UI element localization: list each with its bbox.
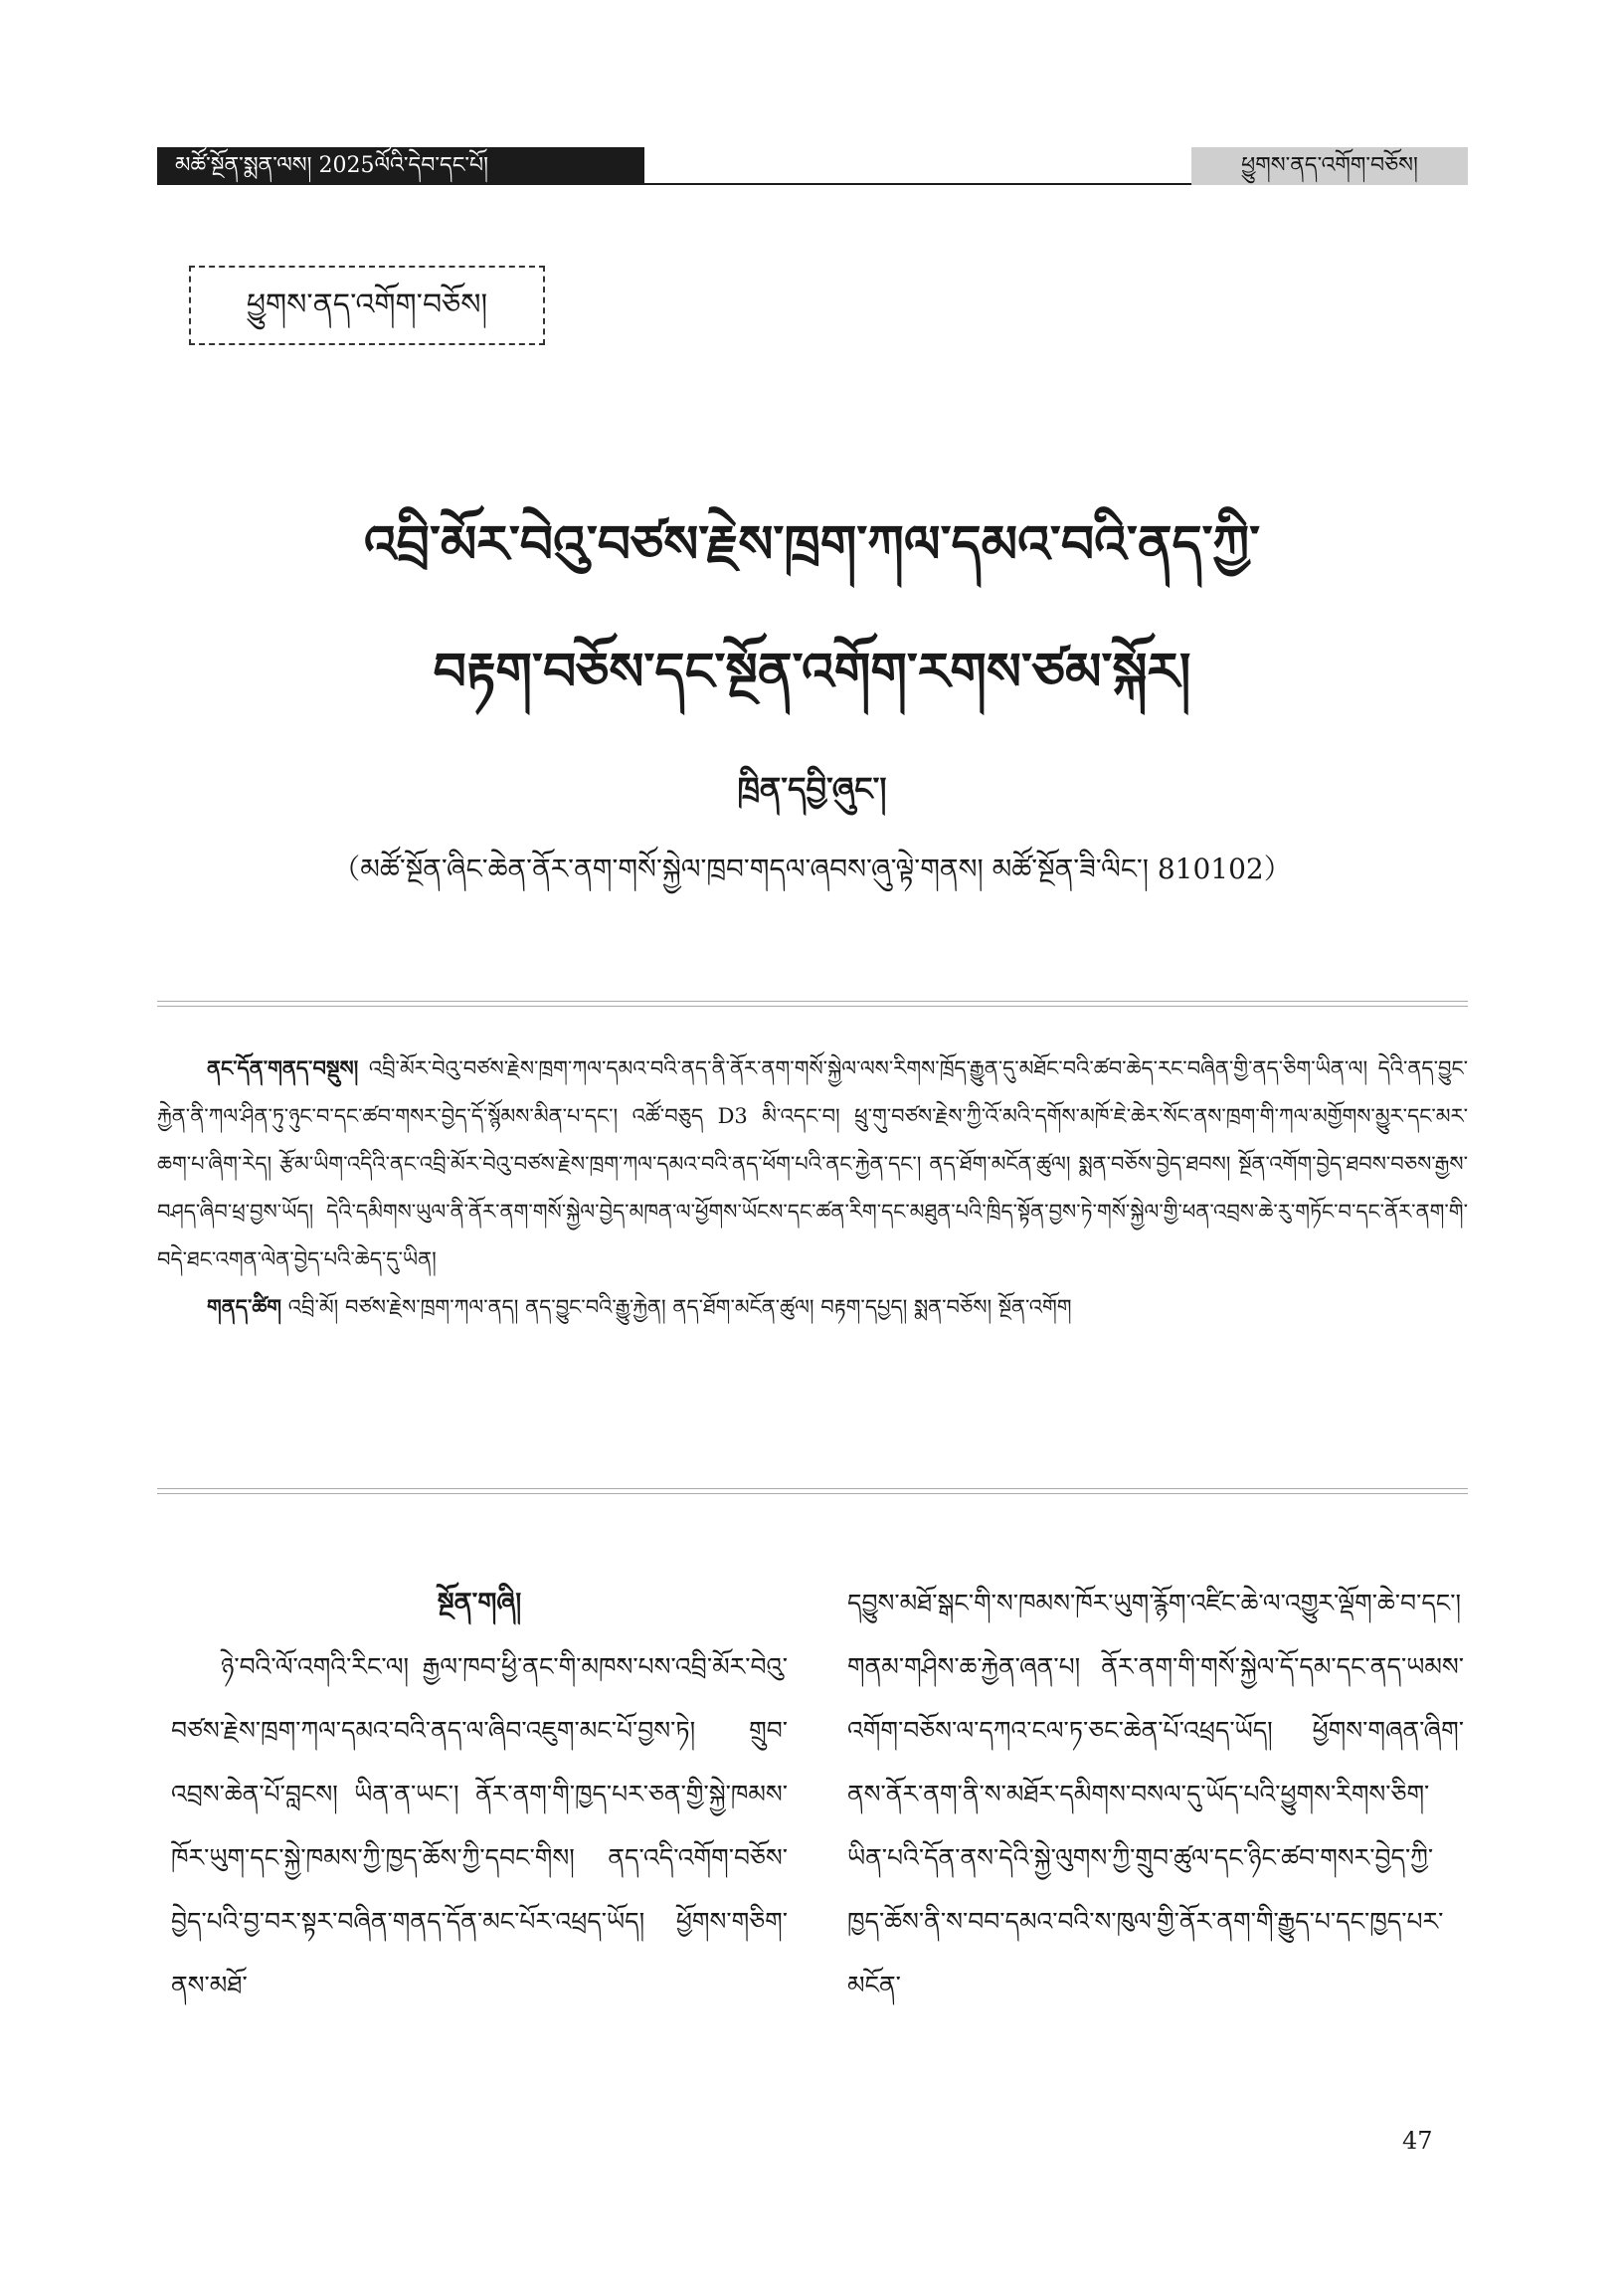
abstract-bottom-rule	[157, 1488, 1468, 1494]
intro-paragraph-right: དབྱུས་མཐོ་སྒང་གི་ས་ཁམས་ཁོར་ཡུག་རྙོག་འཛིང་ཆེ་ལ་འགྱུར་ལྡོག་ཆེ་བ་དང་། གནམ་གཤིས་ཆ་རྐྱེན་ཞན་པ། ནོར་ནག་གི་གསོ་སྐྱེལ་དོ་དམ་དང་ནད་ཡམས་འགོག་བཅོས་ལ་དཀའ་ངལ་ཏ་ཅང་ཆེན་པོ་འཕྲད་ཡོད། ཕྱོགས་གཞན་ཞིག་ནས་ནོར་ནག་ནི་ས་མཐོར་དམིགས་བསལ་དུ་ཡོད་པའི་ཕྱུགས་རིགས་ཅིག་ཡིན་པའི་དོན་ནས་དེའི་སྐྱེ་ལུགས་ཀྱི་གྲུབ་ཚུལ་དང་ཉིང་ཚབ་གསར་བྱེད་ཀྱི་ཁྱད་ཆོས་ནི་ས་བབ་དམའ་བའི་ས་ཁུལ་གྱི་ནོར་ནག་གི་རྒྱུད་པ་དང་ཁྱད་པར་མངོན་	[847, 1589, 1464, 1999]
journal-issue-header: མཚོ་སྔོན་སྨན་ལས། 2025ལོའི་དེབ་དང་པོ།	[157, 147, 644, 185]
intro-heading: སྔོན་གཞི།	[437, 1588, 522, 1618]
keywords-paragraph	[157, 1283, 1468, 1331]
article-title-line-1: འབྲི་མོར་བེའུ་བཙས་རྗེས་ཁྲག་ཀལ་དམའ་བའི་ནད་ཀྱི་	[363, 514, 1261, 575]
article-title-line-2: བརྟག་བཅོས་དང་སྔོན་འགོག་རགས་ཙམ་སྐོར།	[433, 642, 1191, 702]
keywords-text: འབྲི་མོ། བཙས་རྗེས་ཁྲག་ཀལ་ནད། ནད་བྱུང་བའི་རྒྱུ་རྐྱེན། ནད་ཐོག་མངོན་ཚུལ། བརྟག་དཔྱད། སྨན་བཅོས། སྔོན་འགོག	[287, 1295, 1072, 1319]
intro-paragraph-left: ཉེ་བའི་ལོ་འགའི་རིང་ལ། རྒྱལ་ཁབ་ཕྱི་ནང་གི་མཁས་པས་འབྲི་མོར་བེའུ་བཙས་རྗེས་ཁྲག་ཀལ་དམའ་བའི་ནད་ལ་ཞིབ་འཇུག་མང་པོ་བྱས་ཏེ། གྲུབ་འབྲས་ཆེན་པོ་བླངས། ཡིན་ན་ཡང་། ནོར་ནག་གི་ཁྱད་པར་ཅན་གྱི་སྐྱེ་ཁམས་ཁོར་ཡུག་དང་སྐྱེ་ཁམས་ཀྱི་ཁྱད་ཆོས་ཀྱི་དབང་གིས། ནད་འདི་འགོག་བཅོས་བྱེད་པའི་བྱ་བར་སྟར་བཞིན་གནད་དོན་མང་པོར་འཕྲད་ཡོད། ཕྱོགས་གཅིག་ནས་མཐོ་	[171, 1652, 788, 1999]
author-affiliation: （མཚོ་སྔོན་ཞིང་ཆེན་ནོར་ནག་གསོ་སྐྱེལ་ཁྲབ་གདལ་ཞབས་ཞུ་ལྟེ་གནས། མཚོ་སྔོན་ཟི་ལིང་། 810102）	[332, 853, 1292, 885]
abstract-block	[157, 1044, 1468, 1331]
header-rule	[644, 183, 1191, 185]
abstract-label: ནང་དོན་གནད་བསྡུས།	[207, 1055, 359, 1080]
body-column-left	[171, 1572, 788, 2017]
abstract-text: འབྲི་མོར་བེའུ་བཙས་རྗེས་ཁྲག་ཀལ་དམའ་བའི་ནད་ནི་ནོར་ནག་གསོ་སྐྱེལ་ལས་རིགས་ཁྲོད་རྒྱུན་དུ་མཐོང་བའི་ཚབ་ཆེད་རང་བཞིན་གྱི་ནད་ཅིག་ཡིན་ལ། དེའི་ནད་བྱུང་རྐྱེན་ནི་ཀལ་ཤིན་ཏུ་ཉུང་བ་དང་ཚབ་གསར་བྱེད་དོ་སྙོམས་མིན་པ་དང་། འཚོ་བཅུད D3 མི་འདང་བ། ཕྲུ་གུ་བཙས་རྗེས་ཀྱི་འོ་མའི་དགོས་མཁོ་ཇེ་ཆེར་སོང་ནས་ཁྲག་གི་ཀལ་མགྱོགས་མྱུར་དང་མར་ཆག་པ་ཞིག་རེད། རྩོམ་ཡིག་འདིའི་ནང་འབྲི་མོར་བེའུ་བཙས་རྗེས་ཁྲག་ཀལ་དམའ་བའི་ནད་ཕོག་པའི་ནང་རྐྱེན་དང་། ནད་ཐོག་མངོན་ཚུལ། སྨན་བཅོས་བྱེད་ཐབས། སྔོན་འགོག་བྱེད་ཐབས་བཅས་རྒྱས་བཤད་ཞིབ་ཕྲ་བྱས་ཡོད། དེའི་དམིགས་ཡུལ་ནི་ནོར་ནག་གསོ་སྐྱེལ་བྱེད་མཁན་ལ་ཕྱོགས་ཡོངས་དང་ཚན་རིག་དང་མཐུན་པའི་ཁྲིད་སྟོན་བྱས་ཏེ་གསོ་སྐྱེལ་གྱི་ཕན་འབྲས་ཆེ་རུ་གཏོང་བ་དང་ནོར་ནག་གི་བདེ་ཐང་འགན་ལེན་བྱེད་པའི་ཆེད་དུ་ཡིན།	[157, 1056, 1468, 1271]
body-column-right	[847, 1572, 1464, 2017]
abstract-paragraph	[157, 1044, 1468, 1283]
page-number: 47	[1402, 2127, 1433, 2155]
author-name: ཁྲིན་དབྱི་ཞུང་།	[737, 770, 887, 808]
section-label-box: ཕྱུགས་ནད་འགོག་བཅོས།	[189, 266, 545, 345]
section-tag-header: ཕྱུགས་ནད་འགོག་བཅོས།	[1191, 147, 1468, 185]
keywords-label: གནད་ཚིག	[207, 1294, 282, 1319]
abstract-top-rule	[157, 1001, 1468, 1007]
